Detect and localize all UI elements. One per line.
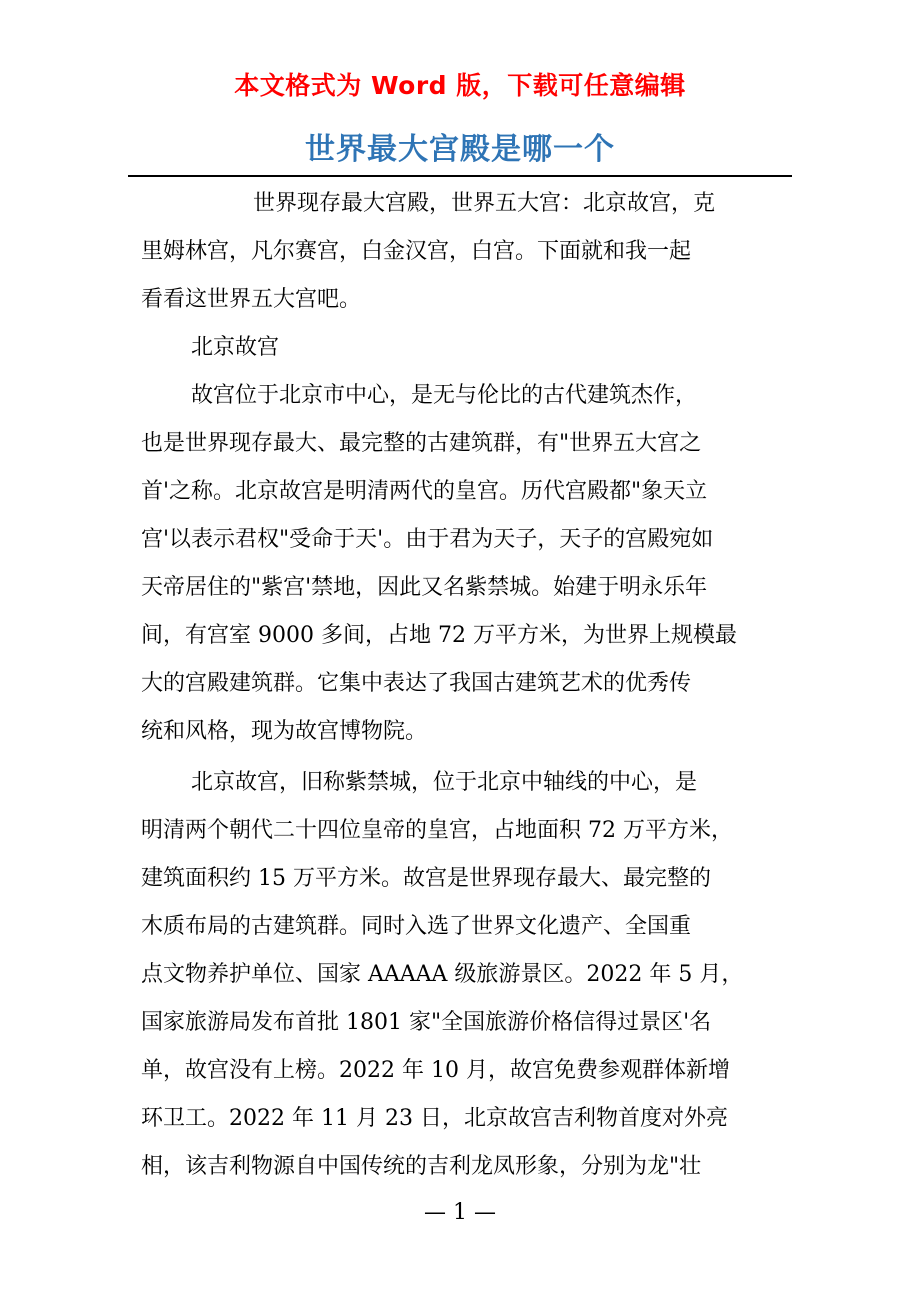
text-line: 世界现存最大宫殿，世界五大宫：北京故宫，克	[253, 191, 716, 216]
page-number: — 1 —	[424, 1200, 496, 1225]
paragraph	[141, 180, 781, 324]
paragraph	[141, 324, 781, 372]
paragraph	[141, 372, 781, 756]
document-title: 世界最大宫殿是哪一个	[305, 132, 615, 167]
text-line: 北京故宫，旧称紫禁城，位于北京中轴线的中心，是	[191, 770, 698, 795]
text-line: 建筑面积约 15 万平方米。故宫是世界现存最大、最完整的	[141, 866, 711, 891]
text-line: 也是世界现存最大、最完整的古建筑群，有"世界五大宫之	[141, 431, 702, 456]
text-line: 点文物养护单位、国家 AAAAA 级旅游景区。2022 年 5 月，	[141, 962, 744, 987]
text-line: 看看这世界五大宫吧。	[141, 287, 362, 312]
text-line: 单，故宫没有上榜。2022 年 10 月，故宫免费参观群体新增	[141, 1058, 730, 1083]
text-line: 里姆林宫，凡尔赛宫，白金汉宫，白宫。下面就和我一起	[141, 239, 692, 264]
text-line: 统和风格，现为故宫博物院。	[141, 719, 428, 744]
text-line: 天帝居住的"紫宫'禁地，因此又名紫禁城。始建于明永乐年	[141, 575, 708, 600]
text-line: 首'之称。北京故宫是明清两代的皇宫。历代宫殿都"象天立	[141, 479, 708, 504]
text-line: 环卫工。2022 年 11 月 23 日，北京故宫吉利物首度对外亮	[141, 1106, 728, 1131]
text-line: 木质布局的古建筑群。同时入选了世界文化遗产、全国重	[141, 914, 692, 939]
paragraph	[141, 759, 781, 1191]
title-divider	[128, 175, 792, 177]
text-line: 北京故宫	[191, 335, 280, 360]
text-line: 明清两个朝代二十四位皇帝的皇宫，占地面积 72 万平方米，	[141, 818, 733, 843]
format-banner: 本文格式为 Word 版，下载可任意编辑	[234, 71, 686, 100]
text-line: 国家旅游局发布首批 1801 家"全国旅游价格信得过景区'名	[141, 1010, 712, 1035]
text-line: 相，该吉利物源自中国传统的吉利龙凤形象，分别为龙"壮	[141, 1154, 702, 1179]
document-body	[141, 180, 781, 1191]
text-line: 故宫位于北京市中心，是无与伦比的古代建筑杰作，	[191, 383, 698, 408]
text-line: 宫'以表示君权"受命于天'。由于君为天子，天子的宫殿宛如	[141, 527, 714, 552]
text-line: 大的宫殿建筑群。它集中表达了我国古建筑艺术的优秀传	[141, 671, 692, 696]
text-line: 间，有宫室 9000 多间，占地 72 万平方米，为世界上规模最	[141, 623, 737, 648]
